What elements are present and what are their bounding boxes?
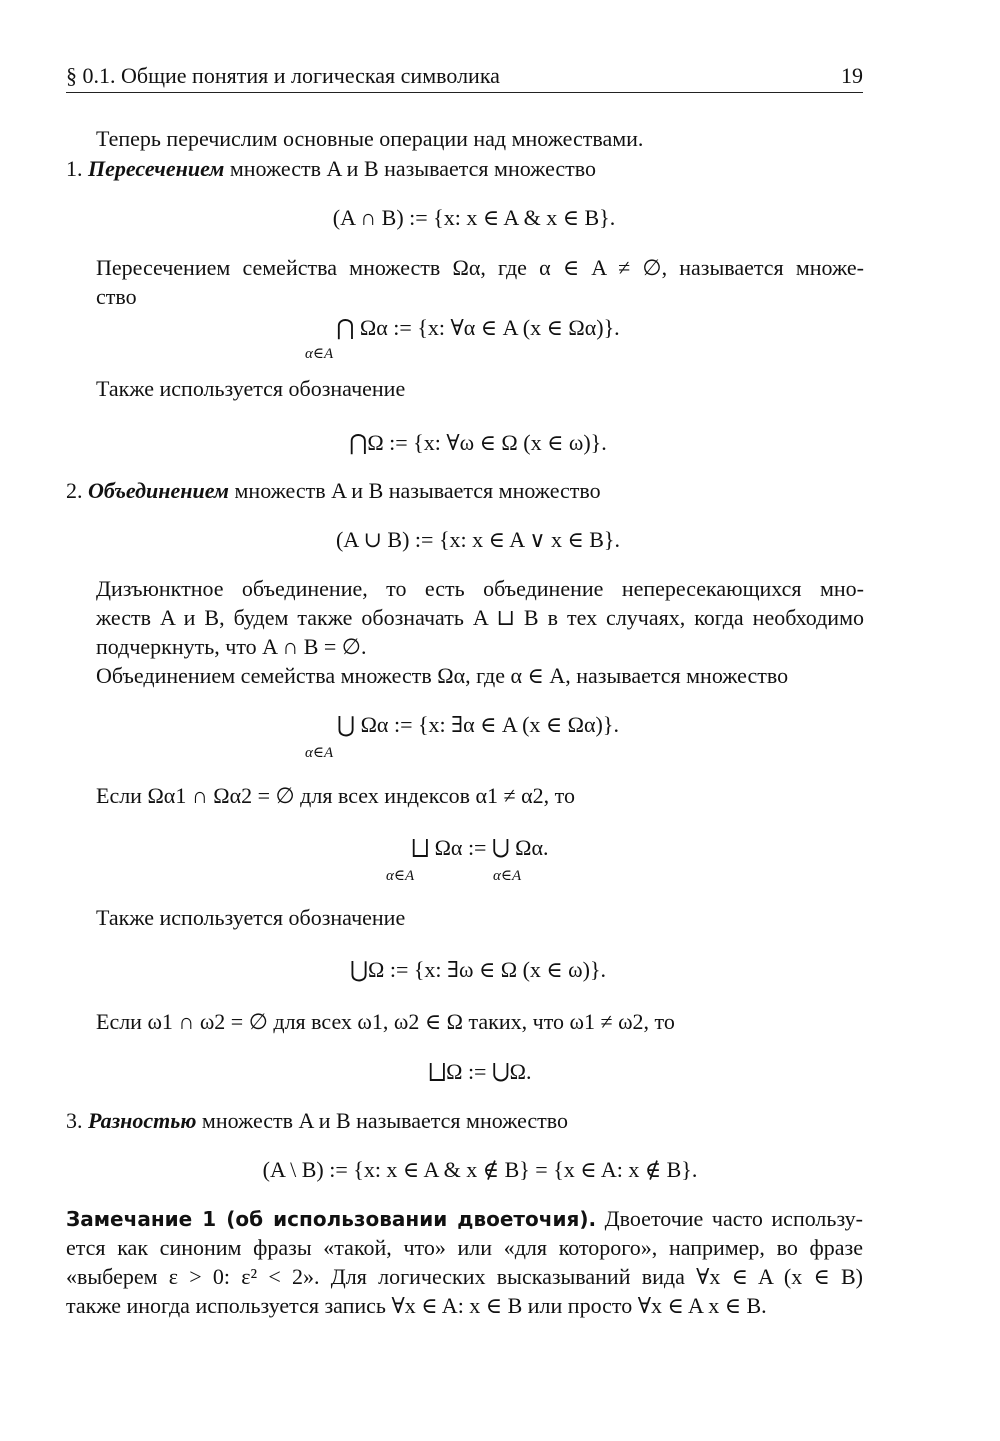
remark-line-4: также иногда используется запись ∀x ∈ A: x ∈ B или просто ∀x ∈ A x ∈ B.	[66, 1293, 767, 1318]
page-number: 19	[841, 63, 863, 88]
union-family-formula: ⋃ Ωα := {x: ∃α ∈ A (x ∈ Ωα)}.	[337, 712, 619, 737]
item-2-term: Объединением	[88, 478, 229, 503]
disjoint-family-index-right: α∈A	[493, 868, 522, 884]
disjoint-elements-condition-line: Если ω1 ∩ ω2 = ∅ для всех ω1, ω2 ∈ Ω таких, что ω1 ≠ ω2, то	[96, 1009, 675, 1034]
disjoint-family-index-left: α∈A	[386, 868, 415, 884]
disjoint-union-final-formula: ⨆Ω := ⋃Ω.	[428, 1059, 532, 1084]
item-3-rest: множеств A и B называется множество	[201, 1108, 569, 1133]
item-3-heading	[66, 1107, 568, 1135]
item-1-heading	[66, 155, 596, 183]
difference-formula: (A \ B) := {x: x ∈ A & x ∉ B} = {x ∈ A: x ∉ B}.	[262, 1157, 698, 1182]
disjoint-union-line-1: Дизъюнктное объединение, то есть объединение непересекающихся мно-	[96, 576, 864, 601]
item-3-number: 3.	[66, 1108, 83, 1133]
union-notation-formula: ⋃Ω := {x: ∃ω ∈ Ω (x ∈ ω)}.	[349, 957, 607, 982]
disjoint-union-line-3: подчеркнуть, что A ∩ B = ∅.	[96, 634, 367, 659]
union-family-index: α∈A	[305, 745, 334, 761]
item-1-rest: множеств A и B называется множество	[229, 156, 597, 181]
remark-title: Замечание 1 (об использовании двоеточия).	[66, 1207, 597, 1231]
item-2-number: 2.	[66, 478, 83, 503]
intersection-family-formula: ⋂ Ωα := {x: ∀α ∈ A (x ∈ Ωα)}.	[336, 315, 620, 340]
header-title: § 0.1. Общие понятия и логическая символика	[66, 63, 500, 88]
item-1-term: Пересечением	[88, 156, 225, 181]
running-header	[66, 62, 863, 93]
item-1-number: 1.	[66, 156, 83, 181]
remark-line-1	[66, 1205, 863, 1233]
remark-line-2: ется как синоним фразы «такой, что» или «для которого», например, во фразе	[66, 1235, 863, 1260]
item-2-rest: множеств A и B называется множество	[234, 478, 601, 503]
intro-text: Теперь перечислим основные операции над множествами.	[96, 126, 644, 151]
disjoint-family-formula: ⨆ Ωα := ⋃ Ωα.	[411, 835, 549, 860]
item-3-term: Разностью	[88, 1108, 197, 1133]
intersection-also-used: Также используется обозначение	[96, 376, 406, 401]
intersection-family-index: α∈A	[305, 346, 334, 362]
intersection-formula: (A ∩ B) := {x: x ∈ A & x ∈ B}.	[332, 205, 616, 230]
disjoint-union-line-2: жеств A и B, будем также обозначать A ⊔ B в тех случаях, когда необходимо	[96, 605, 864, 630]
intersection-family-line-1: Пересечением семейства множеств Ωα, где α ∈ A ≠ ∅, называется множе-	[96, 255, 864, 280]
intersection-family-line-2: ство	[96, 284, 137, 309]
union-also-used: Также используется обозначение	[96, 905, 406, 930]
disjoint-condition-line: Если Ωα1 ∩ Ωα2 = ∅ для всех индексов α1 ≠ α2, то	[96, 783, 575, 808]
remark-line-3: «выберем ε > 0: ε² < 2». Для логических высказываний вида ∀x ∈ A (x ∈ B)	[66, 1264, 863, 1289]
union-formula: (A ∪ B) := {x: x ∈ A ∨ x ∈ B}.	[336, 527, 620, 552]
remark-line-1-text: Двоеточие часто использу-	[604, 1206, 863, 1231]
intersection-notation-formula: ⋂Ω := {x: ∀ω ∈ Ω (x ∈ ω)}.	[349, 430, 607, 455]
union-family-line: Объединением семейства множеств Ωα, где α ∈ A, называется множество	[96, 663, 789, 688]
item-2-heading	[66, 477, 601, 505]
